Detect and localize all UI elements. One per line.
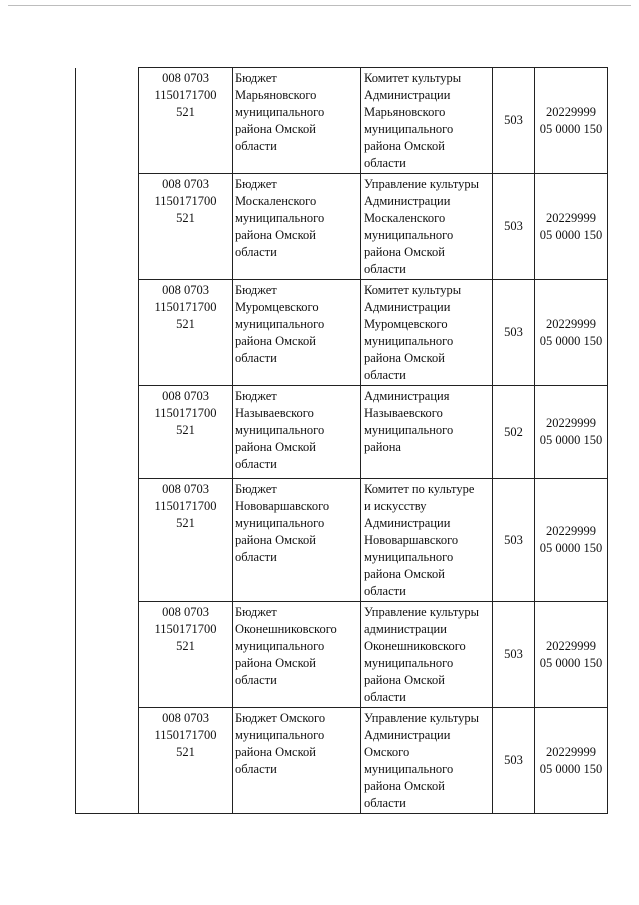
- chapter-code-cell: 503: [493, 602, 535, 708]
- table-row: [76, 708, 608, 814]
- empty-cell: [76, 68, 139, 174]
- empty-cell: [76, 386, 139, 479]
- chapter-code-cell: 503: [493, 708, 535, 814]
- chapter-code-cell: 503: [493, 280, 535, 386]
- empty-cell: [76, 708, 139, 814]
- administrator-cell: Управление культуры администрации Оконешниковского муниципального района Омской области: [361, 602, 493, 708]
- table-row: [76, 602, 608, 708]
- classification-code-cell: 008 0703 1150171700 521: [139, 280, 233, 386]
- table-row: [76, 280, 608, 386]
- classification-code-cell: 008 0703 1150171700 521: [139, 68, 233, 174]
- budget-name-cell: Бюджет Называевского муниципального района Омской области: [233, 386, 361, 479]
- classification-code-cell: 008 0703 1150171700 521: [139, 174, 233, 280]
- chapter-code-cell: 502: [493, 386, 535, 479]
- classification-code-cell: 008 0703 1150171700 521: [139, 386, 233, 479]
- budget-name-cell: Бюджет Муромцевского муниципального района Омской области: [233, 280, 361, 386]
- empty-cell: [76, 602, 139, 708]
- classification-code-cell: 008 0703 1150171700 521: [139, 479, 233, 602]
- budget-name-cell: Бюджет Оконешниковского муниципального района Омской области: [233, 602, 361, 708]
- administrator-cell: Администрация Называевского муниципального района: [361, 386, 493, 479]
- revenue-code-cell: 20229999 05 0000 150: [535, 708, 608, 814]
- administrator-cell: Управление культуры Администрации Москаленского муниципального района Омской области: [361, 174, 493, 280]
- budget-allocation-table: [75, 67, 608, 814]
- revenue-code-cell: 20229999 05 0000 150: [535, 479, 608, 602]
- revenue-code-cell: 20229999 05 0000 150: [535, 280, 608, 386]
- administrator-cell: Комитет культуры Администрации Муромцевского муниципального района Омской области: [361, 280, 493, 386]
- revenue-code-cell: 20229999 05 0000 150: [535, 386, 608, 479]
- table-row: [76, 174, 608, 280]
- chapter-code-cell: 503: [493, 479, 535, 602]
- empty-cell: [76, 174, 139, 280]
- table-row: [76, 386, 608, 479]
- chapter-code-cell: 503: [493, 174, 535, 280]
- budget-name-cell: Бюджет Марьяновского муниципального района Омской области: [233, 68, 361, 174]
- empty-cell: [76, 479, 139, 602]
- chapter-code-cell: 503: [493, 68, 535, 174]
- administrator-cell: Комитет по культуре и искусству Администрации Нововаршавского муниципального района Омской области: [361, 479, 493, 602]
- classification-code-cell: 008 0703 1150171700 521: [139, 602, 233, 708]
- budget-name-cell: Бюджет Омского муниципального района Омской области: [233, 708, 361, 814]
- table-row: [76, 479, 608, 602]
- revenue-code-cell: 20229999 05 0000 150: [535, 602, 608, 708]
- budget-name-cell: Бюджет Нововаршавского муниципального района Омской области: [233, 479, 361, 602]
- administrator-cell: Управление культуры Администрации Омского муниципального района Омской области: [361, 708, 493, 814]
- classification-code-cell: 008 0703 1150171700 521: [139, 708, 233, 814]
- revenue-code-cell: 20229999 05 0000 150: [535, 174, 608, 280]
- table-row: [76, 68, 608, 174]
- revenue-code-cell: 20229999 05 0000 150: [535, 68, 608, 174]
- empty-cell: [76, 280, 139, 386]
- administrator-cell: Комитет культуры Администрации Марьяновского муниципального района Омской области: [361, 68, 493, 174]
- budget-name-cell: Бюджет Москаленского муниципального района Омской области: [233, 174, 361, 280]
- scan-edge-line: [8, 5, 631, 6]
